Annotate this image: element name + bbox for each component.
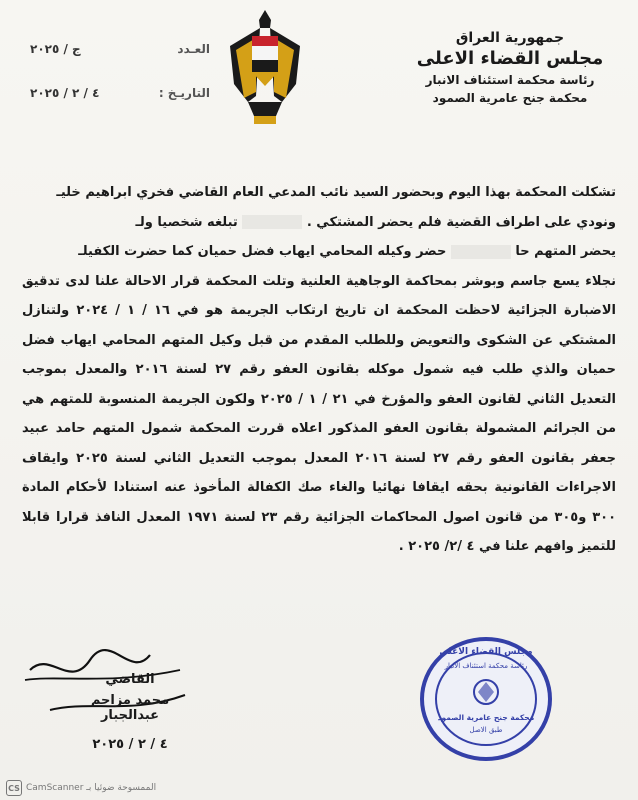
seal-copy-text: طبق الاصل [469, 726, 503, 734]
reference-block [30, 42, 210, 130]
judge-name: محمد مزاحم عبدالجبار [90, 693, 170, 723]
date-label: التاريـخ : [158, 86, 210, 100]
seal-outer-text: مجلس القضاء الاعلى [439, 647, 533, 657]
country-name: جمهورية العراق [455, 30, 565, 46]
number-value: ج / ٢٠٢٥ [30, 42, 81, 56]
paragraph-4: نجلاء يسع جاسم وبوشر بمحاكمة الوجاهية العلنية وتلت المحكمة قرار الاحالة علنا لدى تدقيق الاضبارة الجزائية لاحظت المحكمة ان تاريخ ارتكاب الجريمة هو في ١٦ / ١ / ٢٠٢٤ ولتنازل المشتكي عن الشكوى والتعويض وللطلب المقدم من قبل وكيل المتهم المحامي ايهاب فضل حميان والذي طلب فيه شمول موكله بقانون العفو رقم ٢٧ لسنة ٢٠١٦ والمعدل بموجب التعديل الثاني لقانون العفو والمؤرخ في ٢١ / ١ / ٢٠٢٥ ولكون الجريمة المنسوبة للمتهم هي من الجرائم المشمولة بقانون العفو المذكور اعلاه قررت المحكمة شمول المتهم حامد عبيد جعفر بقانون العفو رقم ٢٧ لسنة ٢٠١٦ المعدل بموجب التعديل الثاني لسنة ٢٠٢٥ وايقاف الاجراءات القانونية بحقه ايقافا نهائيا والغاء صك الكفالة المأخوذ عنه استنادا لأحكام المادة ٣٠٠ و٣٠٥ من قانون اصول المحاكمات الجزائية رقم ٢٣ لسنة ١٩٧١ المعدل النافذ قرارا قابلا للتميز وافهم علنا في ٤ /٢/ ٢٠٢٥ . [22, 273, 617, 554]
redaction [242, 215, 302, 229]
letterhead [400, 30, 620, 105]
camscanner-logo-icon: CS [6, 780, 22, 796]
paragraph-3-end: حضر وكيله المحامي ايهاب فضل حميان كما حضرت الكفيلـ [78, 244, 447, 259]
court-seal-stamp-icon [418, 634, 554, 764]
paragraph-2-end: تبلغه شخصيا ولـ [135, 214, 238, 230]
paragraph-3-start: يحضر المتهم حا [515, 244, 616, 259]
watermark-text: CamScanner الممسوحة ضوئيا بـ [26, 783, 157, 793]
court-name: محكمة جنح عامرية الصمود [432, 91, 588, 105]
seal-court-text: محكمة جنح عامرية الصمود [437, 713, 535, 722]
number-label: العـدد [177, 42, 210, 56]
appeal-court-name: رئاسة محكمة استئناف الانبار [425, 73, 595, 87]
paragraph-2 [22, 208, 616, 238]
decision-body [22, 178, 616, 562]
redaction [451, 245, 511, 259]
paragraph-1: تشكلت المحكمة بهذا اليوم وبحضور السيد نائب المدعي العام القاضي فخري ابراهيم خليـ [56, 185, 616, 200]
scanner-watermark [6, 780, 156, 796]
signature-date: ٤ / ٢ / ٢٠٢٥ [92, 737, 168, 752]
judge-signature-block [60, 672, 200, 752]
council-name: مجلس القضاء الاعلى [416, 48, 604, 69]
seal-mid-text: رئاسة محكمة استئناف الانبار [444, 662, 528, 670]
iraq-eagle-emblem-icon [226, 6, 304, 130]
date-value: ٤ / ٢ / ٢٠٢٥ [30, 86, 100, 100]
judge-title: القاضي [105, 672, 155, 687]
paragraph-2-start: ونودي على اطراف القضية فلم يحضر المشتكي . [306, 214, 616, 230]
paragraph-3 [22, 237, 616, 267]
